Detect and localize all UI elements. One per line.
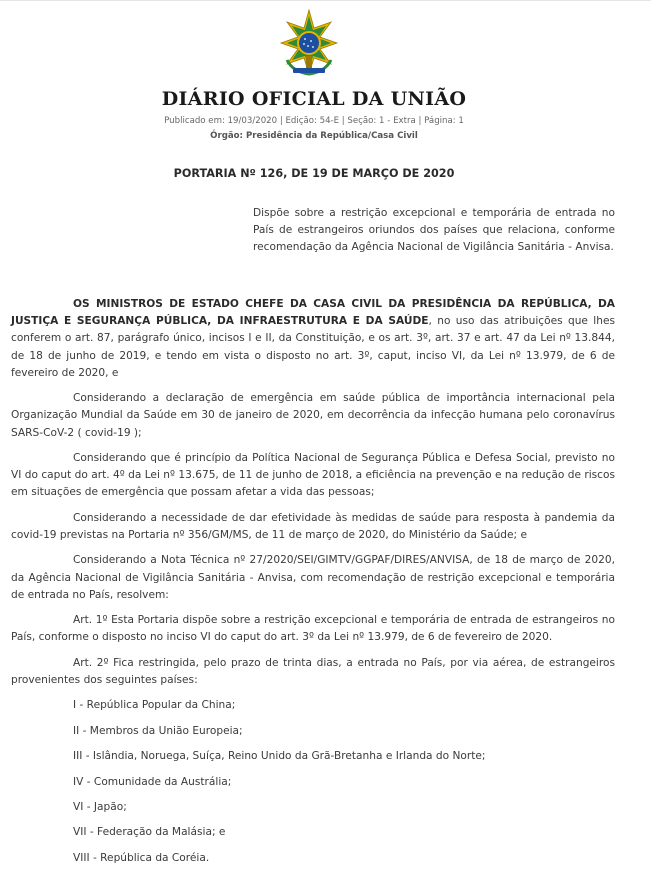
body-paragraph: Considerando a declaração de emergência em saúde pública de importância internacional pela Organização Mundial da Saúde em 30 de janeiro de 2020, em decorrência da infecção humana pelo coronavírus SARS-CoV-2 ( covid-19 ); — [11, 392, 615, 439]
masthead-title: DIÁRIO OFICIAL DA UNIÃO — [161, 88, 467, 110]
country-list-item: VI - Japão; — [73, 800, 127, 813]
country-list-item: VIII - República da Coréia. — [73, 851, 210, 864]
ementa: Dispõe sobre a restrição excepcional e temporária de entrada no País de estrangeiros oriundos dos países que relaciona, conforme recomendação da Agência Nacional de Vigilância Sanitária - Anvisa. — [253, 207, 615, 254]
preamble-paragraph — [11, 296, 615, 382]
preamble-authority: OS MINISTROS DE ESTADO CHEFE DA CASA CIVIL DA PRESIDÊNCIA DA REPÚBLICA, DA JUSTIÇA E SEGURANÇA PÚBLICA, DA INFRAESTRUTURA E DA SAÚDE — [11, 298, 615, 328]
body-paragraph: Considerando que é princípio da Política Nacional de Segurança Pública e Defesa Social, previsto no VI do caput do art. 4º da Lei nº 13.675, de 11 de junho de 2018, a eficiência na prevenção e na redução de riscos em situações de emergência que possam afetar a vida das pessoas; — [11, 452, 615, 499]
act-body — [11, 296, 615, 875]
publication-info: Publicado em: 19/03/2020 | Edição: 54-E | Seção: 1 - Extra | Página: 1 — [164, 116, 464, 126]
article-paragraph: Art. 1º Esta Portaria dispõe sobre a restrição excepcional e temporária de entrada de estrangeiros no País, conforme o disposto no inciso VI do caput do art. 3º da Lei nº 13.979, de 6 de fevereiro de 2020. — [11, 614, 615, 644]
article-paragraph: Art. 2º Fica restringida, pelo prazo de trinta dias, a entrada no País, por via aérea, de estrangeiros provenientes dos seguintes países: — [11, 656, 615, 686]
act-title: PORTARIA Nº 126, DE 19 DE MARÇO DE 2020 — [173, 167, 455, 180]
country-list-item: IV - Comunidade da Austrália; — [73, 775, 232, 788]
top-divider — [0, 0, 651, 1]
preamble-text: , no uso das atribuições que lhes conferem o art. 87, parágrafo único, incisos I e II, da Constituição, e os art. 3º, art. 37 e art. 47 da Lei nº 13.844, de 18 de junho de 2019, e tendo em vista o disposto no art. 3º, caput, inciso VI, da Lei nº 13.979, de 6 de fevereiro de 2020, e — [11, 315, 615, 379]
body-paragraph: Considerando a necessidade de dar efetividade às medidas de saúde para resposta à pandemia da covid-19 previstas na Portaria nº 356/GM/MS, de 11 de março de 2020, do Ministério da Saúde; e — [11, 511, 615, 541]
country-list-item: III - Islândia, Noruega, Suíça, Reino Unido da Grã-Bretanha e Irlanda do Norte; — [73, 750, 486, 763]
country-list-item: II - Membros da União Europeia; — [73, 724, 243, 737]
country-list-item: I - República Popular da China; — [73, 699, 236, 712]
orgao-line: Órgão: Presidência da República/Casa Civil — [210, 131, 418, 141]
country-list-item: VII - Federação da Malásia; e — [73, 826, 226, 839]
body-paragraph: Considerando a Nota Técnica nº 27/2020/SEI/GIMTV/GGPAF/DIRES/ANVISA, de 18 de março de 2020, da Agência Nacional de Vigilância Sanitária - Anvisa, com recomendação de restrição excepcional e temporária de entrada no País, resolvem: — [11, 554, 615, 601]
brasao-da-republica-icon — [279, 8, 339, 78]
